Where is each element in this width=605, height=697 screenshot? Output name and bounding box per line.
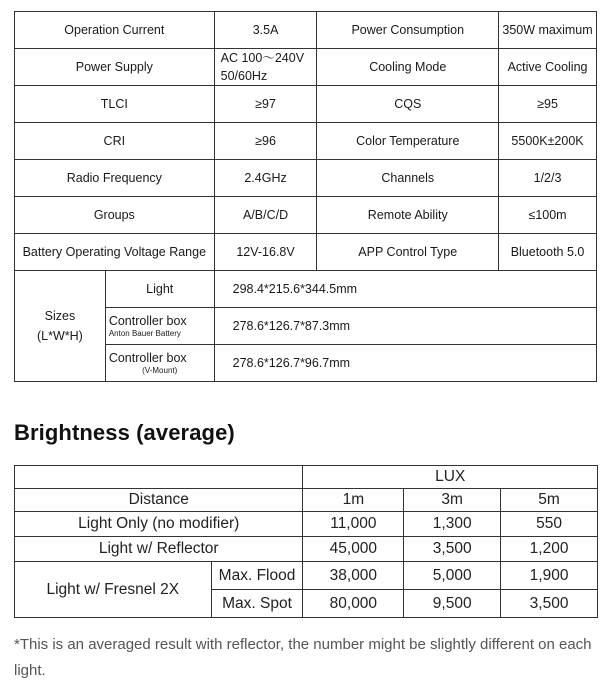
lux-value: 550 (501, 512, 598, 537)
mode-label: Max. Spot (211, 590, 303, 618)
lux-value: 1,300 (404, 512, 501, 537)
lux-value: 80,000 (303, 590, 404, 618)
lux-value: 1,200 (501, 537, 598, 562)
table-row (15, 197, 597, 234)
spec-value: 350W maximum (499, 12, 597, 49)
power-supply-frequency: 50/60Hz (220, 69, 268, 83)
spec-key: Groups (15, 197, 215, 234)
table-row (15, 86, 597, 123)
spec-value: 3.5A (214, 12, 317, 49)
spec-value: A/B/C/D (214, 197, 317, 234)
spec-key: Color Temperature (317, 123, 499, 160)
table-row (15, 123, 597, 160)
size-item-name: Light (105, 271, 214, 308)
distance-value: 1m (303, 489, 404, 512)
mode-label: Max. Flood (211, 562, 303, 590)
lux-value: 38,000 (303, 562, 404, 590)
power-supply-voltage: AC 100～240V (220, 51, 305, 65)
spec-value: ≥96 (214, 123, 317, 160)
table-row (15, 466, 598, 489)
spec-key: APP Control Type (317, 234, 499, 271)
spec-key: TLCI (15, 86, 215, 123)
size-item-note: (V-Mount) (142, 365, 178, 375)
distance-header: Distance (15, 489, 303, 512)
spec-value (214, 49, 317, 86)
spec-value: 1/2/3 (499, 160, 597, 197)
size-item-note: Anton Bauer Battery (108, 328, 181, 338)
row-label: Light w/ Fresnel 2X (15, 562, 212, 618)
lux-value: 5,000 (404, 562, 501, 590)
unit-header: LUX (303, 466, 598, 489)
size-item-value: 278.6*126.7*96.7mm (214, 345, 596, 382)
sizes-sublabel: (L*W*H) (36, 329, 83, 343)
lux-value: 45,000 (303, 537, 404, 562)
size-item-name-cell (105, 345, 214, 382)
table-row (15, 512, 598, 537)
lux-value: 1,900 (501, 562, 598, 590)
spec-key: Power Supply (15, 49, 215, 86)
spec-key: Power Consumption (317, 12, 499, 49)
empty-header-cell (15, 466, 303, 489)
size-item-value: 278.6*126.7*87.3mm (214, 308, 596, 345)
spec-value: 5500K±200K (499, 123, 597, 160)
size-item-name: Controller box (108, 313, 187, 328)
table-row (15, 12, 597, 49)
spec-key: CRI (15, 123, 215, 160)
lux-value: 3,500 (404, 537, 501, 562)
sizes-label: Sizes (44, 309, 76, 323)
spec-key: Radio Frequency (15, 160, 215, 197)
spec-key: Remote Ability (317, 197, 499, 234)
row-label: Light Only (no modifier) (15, 512, 303, 537)
distance-value: 5m (501, 489, 598, 512)
spec-value: ≤100m (499, 197, 597, 234)
lux-value: 11,000 (303, 512, 404, 537)
table-row (15, 160, 597, 197)
spec-value: ≥95 (499, 86, 597, 123)
row-label: Light w/ Reflector (15, 537, 303, 562)
distance-value: 3m (404, 489, 501, 512)
specs-table (14, 11, 597, 382)
spec-key: Channels (317, 160, 499, 197)
lux-value: 9,500 (404, 590, 501, 618)
lux-value: 3,500 (501, 590, 598, 618)
table-row (15, 562, 598, 590)
spec-value: ≥97 (214, 86, 317, 123)
size-item-name-cell (105, 308, 214, 345)
spec-key: Operation Current (15, 12, 215, 49)
table-row (15, 489, 598, 512)
table-row (15, 234, 597, 271)
spec-value: Bluetooth 5.0 (499, 234, 597, 271)
size-item-value: 298.4*215.6*344.5mm (214, 271, 596, 308)
spec-key: Battery Operating Voltage Range (15, 234, 215, 271)
table-row (15, 49, 597, 86)
spec-key: Cooling Mode (317, 49, 499, 86)
spec-value: 12V-16.8V (214, 234, 317, 271)
spec-value: 2.4GHz (214, 160, 317, 197)
size-item-name: Controller box (108, 350, 187, 365)
table-row (15, 271, 597, 308)
brightness-table (14, 465, 598, 618)
table-row (15, 537, 598, 562)
brightness-heading: Brightness (average) (14, 420, 235, 445)
sizes-label-cell (15, 271, 106, 382)
spec-key: CQS (317, 86, 499, 123)
footnote: *This is an averaged result with reflector, the number might be slightly different on each light. (14, 636, 592, 679)
spec-value: Active Cooling (499, 49, 597, 86)
